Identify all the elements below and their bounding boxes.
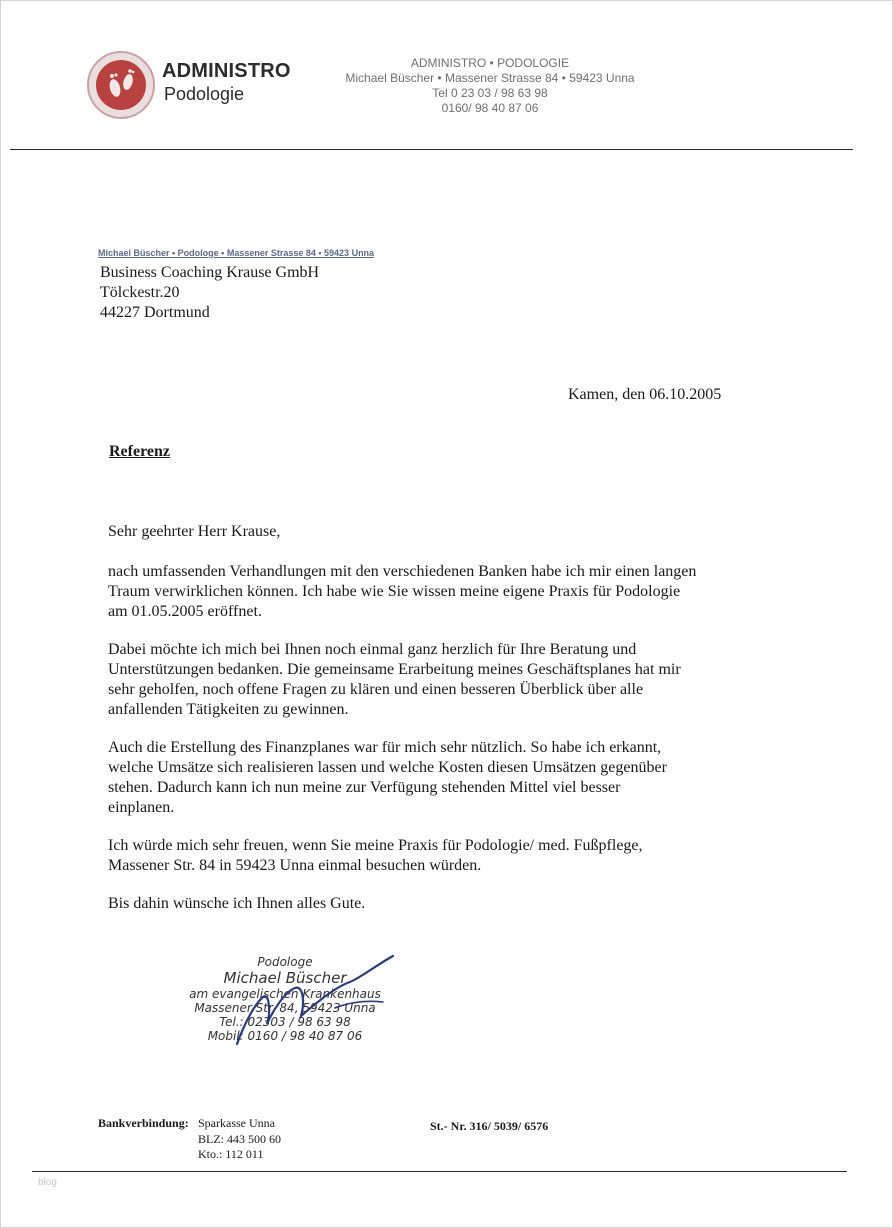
letter-subject: Referenz: [109, 443, 170, 460]
letterhead-divider: [10, 149, 853, 150]
letter-body: [108, 522, 768, 914]
closing: Bis dahin wünsche ich Ihnen alles Gute.: [108, 895, 366, 912]
bank-code: BLZ: 443 500 60: [198, 1132, 281, 1146]
recipient-address: [100, 263, 319, 323]
contact-line-2: Michael Büscher • Massener Strasse 84 • 59423 Unna: [345, 71, 635, 85]
body-line: einplanen.: [108, 799, 175, 816]
brand-subtitle: Podologie: [164, 84, 245, 104]
contact-line-3: Tel 0 23 03 / 98 63 98: [432, 86, 548, 100]
tax-number: St.- Nr. 316/ 5039/ 6576: [430, 1119, 549, 1133]
stamp-name: Michael Büscher: [223, 969, 347, 987]
body-line: anfallenden Tätigkeiten zu gewinnen.: [108, 701, 349, 718]
recipient-company: Business Coaching Krause GmbH: [100, 264, 320, 281]
stamp-line-2: Massener Str. 84, 59423 Unna: [194, 1001, 376, 1015]
body-line: Dabei möchte ich mich bei Ihnen noch einmal ganz herzlich für Ihre Beratung und: [108, 641, 637, 658]
body-line: Unterstützungen bedanken. Die gemeinsame Erarbeitung meines Geschäftsplanes hat mir: [108, 661, 681, 678]
body-line: nach umfassenden Verhandlungen mit den verschiedenen Banken habe ich mir einen langen: [108, 563, 697, 580]
paragraph-2: [108, 640, 768, 720]
stamp-line-1: am evangelischen Krankenhaus: [189, 987, 381, 1001]
body-line: Ich würde mich sehr freuen, wenn Sie meine Praxis für Podologie/ med. Fußpflege,: [108, 837, 643, 854]
brand-name: ADMINISTRO: [162, 60, 291, 82]
footer-divider: [32, 1171, 847, 1172]
bank-name: Sparkasse Unna: [198, 1116, 275, 1130]
stamp-line-3: Tel.: 02303 / 98 63 98: [219, 1015, 351, 1029]
stamp-line-4: Mobil: 0160 / 98 40 87 06: [207, 1029, 363, 1043]
body-line: Massener Str. 84 in 59423 Unna einmal besuchen würden.: [108, 857, 482, 874]
paragraph-3: [108, 738, 768, 818]
salutation: Sehr geehrter Herr Krause,: [108, 523, 281, 540]
bank-account: Kto.: 112 011: [198, 1147, 264, 1161]
stamp-title: Podologe: [257, 955, 313, 969]
body-line: welche Umsätze sich realisieren lassen und welche Kosten diesen Umsätzen gegenüber: [108, 759, 667, 776]
body-line: Traum verwirklichen können. Ich habe wie Sie wissen meine eigene Praxis für Podologie: [108, 583, 681, 600]
recipient-street: Tölckestr.20: [100, 284, 180, 301]
contact-line-4: 0160/ 98 40 87 06: [441, 101, 539, 115]
letterhead-contact: [300, 56, 680, 116]
paragraph-4: [108, 836, 768, 876]
handwritten-signature: [225, 952, 405, 1052]
body-line: Auch die Erstellung des Finanzplanes war für mich sehr nützlich. So habe ich erkannt,: [108, 739, 662, 756]
watermark: blog: [38, 1177, 57, 1188]
body-line: stehen. Dadurch kann ich nun meine zur Verfügung stehenden Mittel viel besser: [108, 779, 621, 796]
body-line: sehr geholfen, noch offene Fragen zu klären und einen besseren Überblick über alle: [108, 681, 644, 698]
paragraph-1: [108, 562, 768, 622]
contact-line-1: ADMINISTRO • PODOLOGIE: [410, 56, 570, 70]
body-line: am 01.05.2005 eröffnet.: [108, 603, 262, 620]
recipient-city: 44227 Dortmund: [100, 304, 210, 321]
footprint-logo-icon: [86, 50, 156, 120]
letter-date: Kamen, den 06.10.2005: [568, 386, 722, 403]
bank-label: Bankverbindung:: [98, 1116, 189, 1130]
sender-return-line: Michael Büscher • Podologe • Massener Strasse 84 • 59423 Unna: [98, 248, 375, 258]
